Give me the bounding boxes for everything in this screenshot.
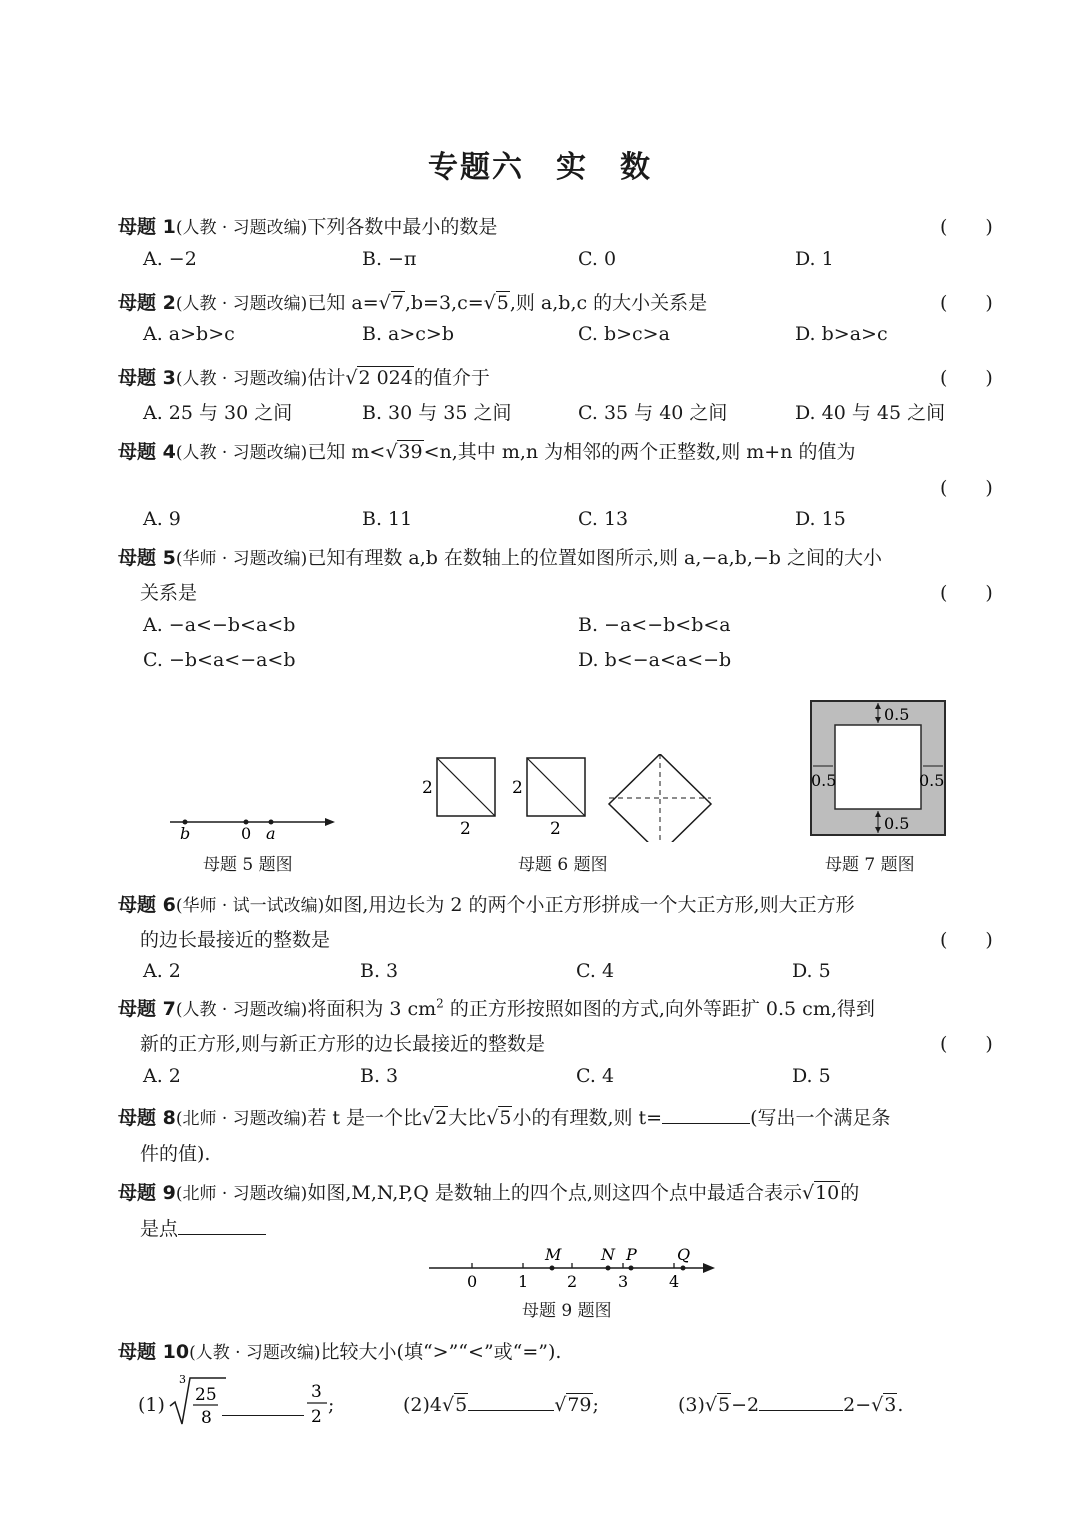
figure-6-squares xyxy=(415,754,715,842)
option-c: C. b>c>a xyxy=(578,323,670,345)
radicand: 5 xyxy=(496,292,509,314)
punctuation: ; xyxy=(328,1394,335,1416)
question-source: (北师 · 习题改编) xyxy=(175,1109,308,1129)
question-label: 母题 8 xyxy=(118,1107,176,1129)
question-7 xyxy=(118,994,875,1021)
option-d: D. 1 xyxy=(795,248,834,270)
answer-bracket: ( ) xyxy=(940,292,993,314)
tick-label: 0 xyxy=(467,1272,478,1291)
subquestion-2: (2)4√5 √79; xyxy=(403,1394,599,1416)
root-index: 3 xyxy=(179,1373,186,1386)
question-label: 母题 2 xyxy=(118,292,176,314)
subquestion-index: (2) xyxy=(403,1394,430,1416)
figure-9-caption: 母题 9 题图 xyxy=(522,1301,612,1321)
option-a: A. −2 xyxy=(143,248,197,270)
question-stem: 的正方形按照如图的方式,向外等距扩 0.5 cm,得到 xyxy=(443,998,875,1020)
fraction-numerator: 25 xyxy=(195,1385,217,1405)
question-label: 母题 6 xyxy=(118,894,176,916)
question-source: (人教 · 习题改编) xyxy=(175,294,308,314)
origin-label: 0 xyxy=(241,824,252,842)
answer-blank[interactable] xyxy=(222,1414,304,1416)
answer-blank[interactable] xyxy=(468,1409,554,1411)
question-label: 母题 9 xyxy=(118,1182,176,1204)
expression: −2 xyxy=(731,1394,760,1416)
question-stem: 是点 xyxy=(140,1218,179,1240)
option-b: B. −a<−b<b<a xyxy=(578,614,731,636)
answer-blank[interactable] xyxy=(662,1122,750,1124)
side-label: 2 xyxy=(550,819,561,839)
option-b: B. a>c>b xyxy=(362,323,455,345)
figure-9-number-line xyxy=(425,1244,720,1292)
option-c: C. 13 xyxy=(578,508,629,530)
side-label: 2 xyxy=(460,819,471,839)
radicand: 5 xyxy=(455,1394,468,1416)
question-stem-cont: 件的值). xyxy=(140,1143,211,1165)
question-stem: 若 t 是一个比 xyxy=(307,1107,423,1129)
question-stem: 如图,用边长为 2 的两个小正方形拼成一个大正方形,则大正方形 xyxy=(324,894,855,916)
question-4: 母题 4(人教 · 习题改编)已知 m<√39<n,其中 m,n 为相邻的两个正整数,则 m+n 的值为 xyxy=(118,441,856,463)
question-stem: 已知有理数 a,b 在数轴上的位置如图所示,则 a,−a,b,−b 之间的大小 xyxy=(307,547,882,569)
radicand: 5 xyxy=(718,1394,731,1416)
answer-blank[interactable] xyxy=(178,1233,266,1235)
answer-bracket: ( ) xyxy=(940,367,993,389)
side-label: 2 xyxy=(512,778,523,798)
option-c: C. 0 xyxy=(578,248,617,270)
answer-blank[interactable] xyxy=(759,1409,843,1411)
option-d: D. 40 与 45 之间 xyxy=(795,402,946,424)
question-stem: ,则 a,b,c 的大小关系是 xyxy=(509,292,708,314)
option-a: A. 2 xyxy=(143,960,181,982)
option-a: A. 2 xyxy=(143,1065,181,1087)
question-source: (人教 · 习题改编) xyxy=(189,1343,321,1363)
question-1 xyxy=(118,212,497,239)
figure-5-caption: 母题 5 题图 xyxy=(203,855,293,875)
option-b: B. −π xyxy=(362,248,417,270)
point-a-label: a xyxy=(266,824,276,842)
question-6 xyxy=(118,890,855,917)
radicand: 79 xyxy=(567,1394,592,1416)
question-stem: 如图,M,N,P,Q 是数轴上的四个点,则这四个点中最适合表示 xyxy=(307,1182,802,1204)
expression: 2− xyxy=(843,1394,872,1416)
option-c: C. −b<a<−a<b xyxy=(143,649,296,671)
fraction-denominator: 8 xyxy=(201,1408,212,1428)
option-c: C. 4 xyxy=(576,1065,615,1087)
option-b: B. 3 xyxy=(360,1065,399,1087)
subquestion-3: (3)√5−2 2−√3. xyxy=(678,1394,904,1416)
point-p-label: P xyxy=(626,1245,637,1264)
option-a: A. a>b>c xyxy=(143,323,235,345)
option-b: B. 11 xyxy=(362,508,413,530)
superscript: 2 xyxy=(436,996,444,1011)
question-source: (人教 · 习题改编) xyxy=(175,1000,308,1020)
option-b: B. 30 与 35 之间 xyxy=(362,402,512,424)
question-source: (华师 · 试一试改编) xyxy=(175,896,325,916)
option-b: B. 3 xyxy=(360,960,399,982)
question-label: 母题 5 xyxy=(118,547,176,569)
question-source: (华师 · 习题改编) xyxy=(175,549,308,569)
option-c: C. 35 与 40 之间 xyxy=(578,402,728,424)
option-c: C. 4 xyxy=(576,960,615,982)
option-d: D. b<−a<a<−b xyxy=(578,649,732,671)
question-stem: <n,其中 m,n 为相邻的两个正整数,则 m+n 的值为 xyxy=(423,441,856,463)
radicand: 2 xyxy=(435,1107,448,1129)
point-n-label: N xyxy=(601,1245,615,1264)
tick-label: 1 xyxy=(518,1272,529,1291)
question-stem: ,b=3,c= xyxy=(404,292,484,314)
question-source: (人教 · 习题改编) xyxy=(175,443,308,463)
question-2: 母题 2(人教 · 习题改编)已知 a=√7,b=3,c=√5,则 a,b,c 的大小关系是 xyxy=(118,292,708,314)
option-a: A. −a<−b<a<b xyxy=(143,614,296,636)
option-d: D. 5 xyxy=(792,960,831,982)
answer-bracket: ( ) xyxy=(940,477,993,499)
answer-bracket: ( ) xyxy=(940,1033,993,1055)
gap-label-left: 0.5 xyxy=(811,771,837,790)
fraction-denominator: 2 xyxy=(311,1407,322,1427)
question-3: 母题 3(人教 · 习题改编)估计√2 024的值介于 xyxy=(118,367,490,389)
question-stem: 比较大小(填“>”“<”或“=”). xyxy=(320,1341,562,1363)
tick-label: 4 xyxy=(669,1272,680,1291)
page-title: 专题六 实 数 xyxy=(428,150,652,185)
option-d: D. 15 xyxy=(795,508,846,530)
option-a: A. 9 xyxy=(143,508,181,530)
question-9: 母题 9(北师 · 习题改编)如图,M,N,P,Q 是数轴上的四个点,则这四个点中最适合表示√10的 xyxy=(118,1182,860,1204)
cube-root-symbol xyxy=(168,1372,228,1432)
radicand: 2 024 xyxy=(358,367,413,389)
answer-bracket: ( ) xyxy=(940,216,993,238)
question-stem-cont: 新的正方形,则与新正方形的边长最接近的整数是 xyxy=(140,1033,546,1055)
option-d: D. b>a>c xyxy=(795,323,888,345)
tick-label: 3 xyxy=(618,1272,629,1291)
punctuation: . xyxy=(897,1394,904,1416)
question-stem-cont: 关系是 xyxy=(140,582,198,604)
radicand: 5 xyxy=(499,1107,512,1129)
answer-bracket: ( ) xyxy=(940,929,993,951)
question-stem: 已知 m< xyxy=(307,441,386,463)
fraction-numerator: 3 xyxy=(311,1382,322,1402)
question-stem: 的值介于 xyxy=(413,367,490,389)
question-8: 母题 8(北师 · 习题改编)若 t 是一个比√2大比√5小的有理数,则 t= (写出一个满足条 xyxy=(118,1107,891,1129)
question-stem: 将面积为 3 cm xyxy=(307,998,437,1020)
figure-7-caption: 母题 7 题图 xyxy=(825,855,915,875)
figure-7-framed-square xyxy=(810,700,946,836)
question-label: 母题 4 xyxy=(118,441,176,463)
figure-5-number-line xyxy=(165,806,345,842)
question-stem-cont: 的边长最接近的整数是 xyxy=(140,929,331,951)
point-m-label: M xyxy=(545,1245,562,1264)
question-label: 母题 3 xyxy=(118,367,176,389)
question-label: 母题 10 xyxy=(118,1341,190,1363)
question-stem: 大比 xyxy=(448,1107,487,1129)
punctuation: ; xyxy=(592,1394,599,1416)
question-stem: 已知 a= xyxy=(307,292,379,314)
gap-label-bottom: 0.5 xyxy=(884,814,910,833)
figure-6-caption: 母题 6 题图 xyxy=(518,855,608,875)
question-source: (北师 · 习题改编) xyxy=(175,1184,308,1204)
side-label: 2 xyxy=(422,778,433,798)
question-label: 母题 1 xyxy=(118,216,176,238)
tick-label: 2 xyxy=(567,1272,578,1291)
question-5 xyxy=(118,543,882,570)
gap-label-top: 0.5 xyxy=(884,705,910,724)
question-stem: (写出一个满足条 xyxy=(750,1107,891,1129)
answer-bracket: ( ) xyxy=(940,582,993,604)
subquestion-index: (3) xyxy=(678,1394,705,1416)
radicand: 3 xyxy=(884,1394,897,1416)
question-stem: 的 xyxy=(840,1182,860,1204)
question-source: (人教 · 习题改编) xyxy=(175,218,308,238)
question-stem: 下列各数中最小的数是 xyxy=(307,216,498,238)
point-b-label: b xyxy=(180,824,191,842)
subquestion-1-index: (1) xyxy=(138,1394,165,1416)
question-10 xyxy=(118,1337,561,1364)
question-source: (人教 · 习题改编) xyxy=(175,369,308,389)
point-q-label: Q xyxy=(677,1245,691,1264)
question-label: 母题 7 xyxy=(118,998,176,1020)
question-stem: 小的有理数,则 t= xyxy=(512,1107,663,1129)
radicand: 10 xyxy=(815,1182,840,1204)
coefficient: 4 xyxy=(429,1394,443,1416)
gap-label-right: 0.5 xyxy=(919,771,945,790)
question-stem: 估计 xyxy=(307,367,346,389)
option-a: A. 25 与 30 之间 xyxy=(143,402,293,424)
radicand: 7 xyxy=(391,292,404,314)
question-stem-cont xyxy=(140,1214,266,1241)
option-d: D. 5 xyxy=(792,1065,831,1087)
radicand: 39 xyxy=(398,441,423,463)
